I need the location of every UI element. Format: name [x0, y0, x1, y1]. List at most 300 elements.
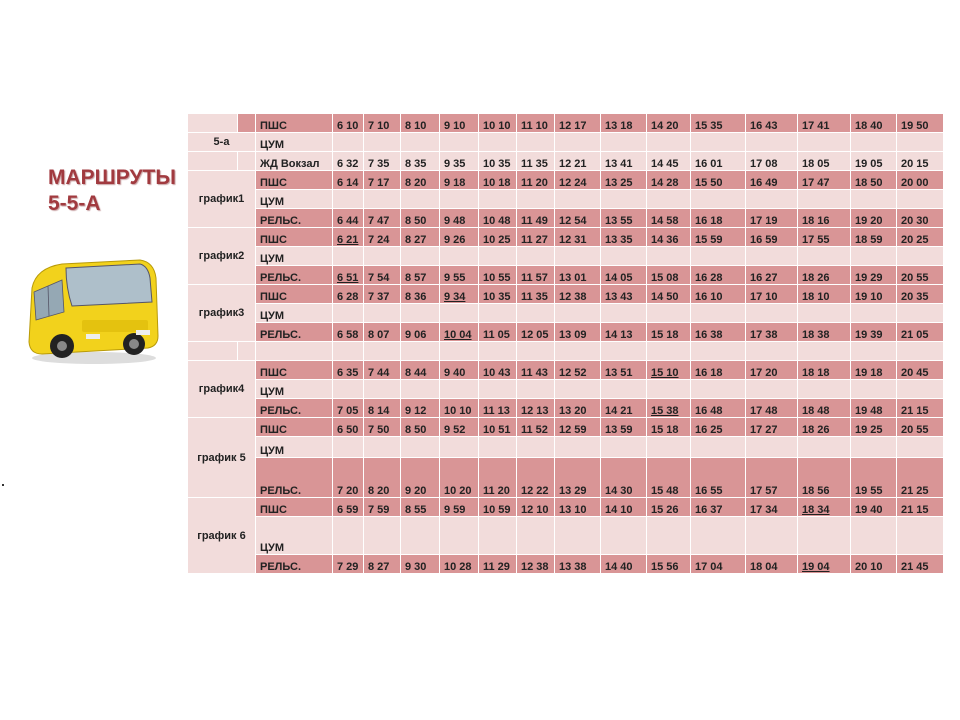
time-cell	[517, 266, 555, 285]
time-value: 16 01	[695, 158, 723, 170]
time-cell	[364, 114, 401, 133]
time-cell	[851, 304, 897, 323]
time-cell	[479, 517, 517, 555]
time-cell	[851, 133, 897, 152]
stop-name: РЕЛЬС.	[256, 323, 333, 342]
time-cell	[897, 152, 944, 171]
time-cell	[851, 209, 897, 228]
time-value: 20 30	[901, 215, 929, 227]
time-value: 13 10	[559, 504, 587, 516]
time-value: 21 25	[901, 485, 929, 497]
time-value: 9 20	[405, 485, 427, 497]
time-value: 8 50	[405, 215, 427, 227]
time-cell	[691, 437, 746, 458]
time-value: 15 48	[651, 485, 679, 497]
time-value: 13 35	[605, 234, 633, 246]
stop-name: ПШС	[256, 498, 333, 517]
time-cell	[555, 171, 601, 190]
time-cell	[517, 228, 555, 247]
time-cell	[897, 498, 944, 517]
stop-name: ПШС	[256, 228, 333, 247]
time-cell	[401, 361, 440, 380]
time-cell	[364, 190, 401, 209]
time-value: 16 27	[750, 272, 778, 284]
time-cell	[746, 190, 798, 209]
schedule-row	[188, 380, 944, 399]
time-cell	[364, 285, 401, 304]
time-value: 8 07	[368, 329, 390, 341]
time-cell	[647, 152, 691, 171]
time-value: 21 05	[901, 329, 929, 341]
time-cell	[440, 399, 479, 418]
time-value: 14 20	[651, 120, 679, 132]
time-cell	[601, 517, 647, 555]
time-cell	[691, 399, 746, 418]
time-cell	[691, 171, 746, 190]
time-value: 6 10	[337, 120, 359, 132]
time-value: 9 40	[444, 367, 466, 379]
schedule-row	[188, 247, 944, 266]
time-cell	[479, 418, 517, 437]
time-value: 6 14	[337, 177, 359, 189]
time-cell	[364, 399, 401, 418]
group-cell	[238, 152, 256, 171]
stray-dot	[2, 484, 4, 486]
time-cell	[517, 399, 555, 418]
time-cell	[401, 114, 440, 133]
time-cell	[401, 380, 440, 399]
time-value: 11 05	[483, 329, 510, 341]
time-value: 15 26	[651, 504, 679, 516]
time-value: 13 59	[605, 424, 633, 436]
time-cell	[897, 323, 944, 342]
time-value: 21 45	[901, 561, 929, 573]
time-cell	[555, 247, 601, 266]
time-cell	[333, 323, 364, 342]
time-cell	[364, 517, 401, 555]
schedule-row	[188, 133, 944, 152]
time-cell	[746, 304, 798, 323]
time-cell	[440, 458, 479, 498]
time-cell	[851, 266, 897, 285]
time-value: 15 56	[651, 561, 679, 573]
time-value: 10 35	[483, 158, 511, 170]
time-cell	[601, 171, 647, 190]
time-value: 21 15	[901, 405, 929, 417]
time-cell	[601, 458, 647, 498]
time-value: 9 59	[444, 504, 466, 516]
time-cell	[440, 228, 479, 247]
time-cell	[440, 498, 479, 517]
time-cell	[798, 555, 851, 574]
time-value: 7 47	[368, 215, 390, 227]
time-cell	[851, 114, 897, 133]
time-cell	[746, 114, 798, 133]
time-cell	[851, 458, 897, 498]
stop-name: РЕЛЬС.	[256, 209, 333, 228]
time-cell	[555, 555, 601, 574]
time-cell	[517, 323, 555, 342]
time-cell	[647, 399, 691, 418]
time-value: 7 37	[368, 291, 390, 303]
time-value: 7 20	[337, 485, 359, 497]
time-cell	[601, 323, 647, 342]
time-cell	[555, 437, 601, 458]
time-value: 11 52	[521, 424, 548, 436]
time-value: 6 50	[337, 424, 359, 436]
time-value: 19 55	[855, 485, 883, 497]
time-value: 20 00	[901, 177, 929, 189]
time-cell	[647, 209, 691, 228]
time-value: 10 18	[483, 177, 511, 189]
time-value: 12 24	[559, 177, 587, 189]
time-cell	[364, 152, 401, 171]
time-cell	[798, 190, 851, 209]
time-value: 17 47	[802, 177, 830, 189]
time-value: 17 08	[750, 158, 778, 170]
time-cell	[364, 209, 401, 228]
title-line-1: МАРШРУТЫ	[48, 166, 176, 189]
time-value: 19 39	[855, 329, 883, 341]
time-cell	[798, 304, 851, 323]
time-cell	[440, 418, 479, 437]
time-value: 9 12	[405, 405, 427, 417]
time-cell	[746, 399, 798, 418]
time-cell	[601, 399, 647, 418]
time-cell	[440, 171, 479, 190]
time-cell	[691, 323, 746, 342]
time-value: 20 55	[901, 272, 929, 284]
time-cell	[691, 266, 746, 285]
time-cell	[601, 152, 647, 171]
time-cell	[897, 209, 944, 228]
time-cell	[401, 498, 440, 517]
time-cell	[647, 323, 691, 342]
group-label: график3	[188, 285, 256, 342]
time-value: 9 26	[444, 234, 466, 246]
group-label: график4	[188, 361, 256, 418]
time-cell	[897, 266, 944, 285]
time-cell	[479, 114, 517, 133]
time-value: 13 18	[605, 120, 633, 132]
time-cell	[897, 555, 944, 574]
time-value: 12 05	[521, 329, 549, 341]
time-cell	[401, 285, 440, 304]
time-cell	[555, 323, 601, 342]
time-cell	[364, 458, 401, 498]
time-value: 7 44	[368, 367, 390, 379]
time-value: 19 40	[855, 504, 883, 516]
time-value: 19 18	[855, 367, 883, 379]
time-value: 17 55	[802, 234, 830, 246]
time-value: 21 15	[901, 504, 929, 516]
time-cell	[517, 209, 555, 228]
time-cell	[746, 247, 798, 266]
time-value: 11 35	[521, 291, 548, 303]
schedule-row	[188, 209, 944, 228]
time-cell	[746, 380, 798, 399]
stop-name: РЕЛЬС.	[256, 555, 333, 574]
group-label: график2	[188, 228, 256, 285]
time-value: 10 25	[483, 234, 511, 246]
time-cell	[479, 266, 517, 285]
time-cell	[555, 517, 601, 555]
time-cell	[401, 152, 440, 171]
time-cell	[647, 458, 691, 498]
time-cell	[601, 228, 647, 247]
time-cell	[647, 190, 691, 209]
time-cell	[691, 418, 746, 437]
time-cell	[647, 285, 691, 304]
time-value: 9 10	[444, 120, 466, 132]
stop-name: ЦУМ	[256, 190, 333, 209]
time-value: 19 29	[855, 272, 883, 284]
time-cell	[798, 171, 851, 190]
time-value: 18 34	[802, 504, 830, 516]
time-value: 10 43	[483, 367, 511, 379]
time-cell	[333, 133, 364, 152]
time-cell	[691, 152, 746, 171]
time-cell	[440, 152, 479, 171]
time-cell	[798, 152, 851, 171]
time-cell	[364, 418, 401, 437]
time-value: 8 27	[405, 234, 427, 246]
time-cell	[897, 304, 944, 323]
time-cell	[401, 266, 440, 285]
time-cell	[746, 517, 798, 555]
time-cell	[746, 361, 798, 380]
time-cell	[479, 285, 517, 304]
time-cell	[364, 498, 401, 517]
time-cell	[440, 247, 479, 266]
time-cell	[479, 133, 517, 152]
time-value: 7 50	[368, 424, 390, 436]
time-value: 6 59	[337, 504, 359, 516]
time-cell	[333, 418, 364, 437]
time-cell	[601, 437, 647, 458]
time-cell	[851, 380, 897, 399]
time-cell	[897, 361, 944, 380]
time-value: 8 20	[405, 177, 427, 189]
time-value: 18 48	[802, 405, 830, 417]
schedule-row	[188, 323, 944, 342]
time-cell	[647, 517, 691, 555]
time-value: 12 38	[559, 291, 587, 303]
time-cell	[479, 380, 517, 399]
time-value: 18 05	[802, 158, 830, 170]
time-value: 9 18	[444, 177, 466, 189]
time-value: 9 35	[444, 158, 466, 170]
time-value: 7 10	[368, 120, 390, 132]
time-value: 8 57	[405, 272, 427, 284]
time-cell	[601, 555, 647, 574]
time-value: 12 31	[559, 234, 587, 246]
time-value: 20 45	[901, 367, 929, 379]
time-value: 15 18	[651, 424, 679, 436]
time-cell	[798, 342, 851, 361]
group-cell	[188, 152, 238, 171]
time-value: 16 18	[695, 215, 723, 227]
schedule-row	[188, 418, 944, 437]
time-cell	[798, 209, 851, 228]
time-value: 18 40	[855, 120, 883, 132]
time-cell	[440, 190, 479, 209]
time-cell	[647, 361, 691, 380]
time-cell	[798, 437, 851, 458]
time-value: 9 52	[444, 424, 466, 436]
time-cell	[746, 171, 798, 190]
time-value: 10 28	[444, 561, 472, 573]
time-cell	[401, 304, 440, 323]
time-cell	[851, 323, 897, 342]
time-value: 11 13	[483, 405, 510, 417]
time-cell	[440, 209, 479, 228]
time-cell	[364, 342, 401, 361]
time-cell	[555, 190, 601, 209]
time-value: 17 57	[750, 485, 778, 497]
time-value: 20 35	[901, 291, 929, 303]
time-cell	[517, 171, 555, 190]
time-value: 17 20	[750, 367, 778, 379]
time-value: 19 04	[802, 561, 830, 573]
time-value: 17 41	[802, 120, 830, 132]
time-cell	[897, 342, 944, 361]
time-cell	[897, 247, 944, 266]
time-cell	[647, 342, 691, 361]
time-value: 16 59	[750, 234, 778, 246]
time-cell	[479, 437, 517, 458]
time-cell	[647, 418, 691, 437]
time-value: 10 20	[444, 485, 472, 497]
time-cell	[897, 133, 944, 152]
time-value: 15 50	[695, 177, 723, 189]
time-value: 6 32	[337, 158, 359, 170]
time-cell	[401, 190, 440, 209]
time-cell	[479, 247, 517, 266]
time-cell	[647, 133, 691, 152]
time-cell	[746, 152, 798, 171]
time-cell	[746, 342, 798, 361]
time-cell	[691, 228, 746, 247]
time-cell	[691, 498, 746, 517]
time-cell	[401, 342, 440, 361]
time-cell	[555, 209, 601, 228]
time-cell	[479, 228, 517, 247]
time-value: 6 44	[337, 215, 359, 227]
time-cell	[440, 361, 479, 380]
time-cell	[851, 399, 897, 418]
time-cell	[555, 133, 601, 152]
time-cell	[798, 517, 851, 555]
time-cell	[691, 361, 746, 380]
schedule-row	[188, 361, 944, 380]
time-cell	[440, 555, 479, 574]
time-cell	[333, 380, 364, 399]
time-cell	[333, 228, 364, 247]
time-cell	[691, 209, 746, 228]
time-cell	[691, 114, 746, 133]
time-cell	[479, 152, 517, 171]
time-cell	[555, 152, 601, 171]
time-cell	[479, 458, 517, 498]
group-label: график1	[188, 171, 256, 228]
time-value: 19 25	[855, 424, 883, 436]
time-value: 7 24	[368, 234, 390, 246]
time-value: 17 10	[750, 291, 778, 303]
time-value: 11 10	[521, 120, 548, 132]
time-cell	[851, 247, 897, 266]
time-value: 16 48	[695, 405, 723, 417]
time-cell	[364, 228, 401, 247]
time-cell	[746, 555, 798, 574]
time-cell	[364, 133, 401, 152]
time-cell	[479, 342, 517, 361]
schedule-row	[188, 228, 944, 247]
time-cell	[897, 437, 944, 458]
time-cell	[440, 437, 479, 458]
time-value: 13 41	[605, 158, 633, 170]
time-value: 11 43	[521, 367, 548, 379]
time-cell	[364, 323, 401, 342]
time-cell	[601, 418, 647, 437]
time-value: 14 21	[605, 405, 633, 417]
time-cell	[851, 285, 897, 304]
group-cell	[188, 114, 238, 133]
time-cell	[333, 209, 364, 228]
time-cell	[517, 418, 555, 437]
time-cell	[440, 323, 479, 342]
time-value: 14 45	[651, 158, 679, 170]
time-cell	[440, 114, 479, 133]
time-value: 13 25	[605, 177, 633, 189]
stop-name: ЦУМ	[256, 380, 333, 399]
time-value: 16 49	[750, 177, 778, 189]
time-cell	[555, 266, 601, 285]
time-value: 12 59	[559, 424, 587, 436]
time-cell	[647, 380, 691, 399]
time-cell	[647, 114, 691, 133]
time-cell	[401, 133, 440, 152]
time-cell	[333, 266, 364, 285]
time-cell	[601, 114, 647, 133]
stop-name: ПШС	[256, 361, 333, 380]
time-cell	[401, 418, 440, 437]
time-value: 9 34	[444, 291, 466, 303]
time-cell	[555, 458, 601, 498]
time-cell	[364, 437, 401, 458]
time-value: 13 43	[605, 291, 633, 303]
time-cell	[364, 247, 401, 266]
time-value: 7 29	[337, 561, 359, 573]
time-cell	[333, 304, 364, 323]
group-cell	[238, 342, 256, 361]
time-cell	[440, 133, 479, 152]
time-cell	[440, 517, 479, 555]
time-value: 6 28	[337, 291, 359, 303]
time-cell	[851, 437, 897, 458]
time-cell	[851, 228, 897, 247]
time-cell	[851, 555, 897, 574]
time-value: 8 27	[368, 561, 390, 573]
time-cell	[746, 458, 798, 498]
time-cell	[601, 285, 647, 304]
time-cell	[897, 190, 944, 209]
time-cell	[601, 498, 647, 517]
time-cell	[647, 171, 691, 190]
schedule-row	[188, 266, 944, 285]
time-cell	[647, 247, 691, 266]
time-cell	[798, 266, 851, 285]
